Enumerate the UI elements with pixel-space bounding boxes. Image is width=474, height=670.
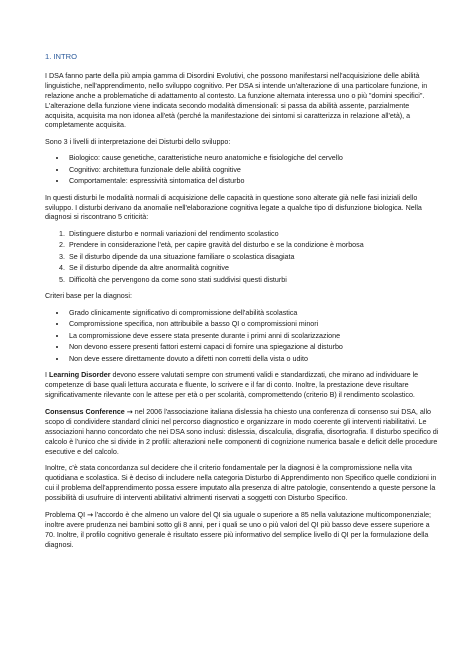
arrow-right-icon: → — [126, 407, 133, 417]
list-item: • Compromissione specifica, non attribuibile a basso QI o compromissioni minori — [67, 320, 440, 330]
qi-paragraph — [45, 510, 440, 551]
list-item: • Non deve essere direttamente dovuto a difetti non corretti della vista o udito — [67, 355, 440, 365]
criteri-paragraph: Criteri base per la diagnosi: — [45, 292, 132, 301]
bold-term: Consensus Conference — [45, 408, 125, 417]
list-item: 3. Se il disturbo dipende da una situazione familiare o scolastica disagiata — [67, 253, 440, 263]
disturbi-paragraph: In questi disturbi le modalità normali di acquisizione delle capacità in questione sono alterate già nelle fasi iniziali dello sviluppo. I disturbi derivano da anomalie nell'elaborazione cognitiva legate a qualche tipo di disfunzione biologica. Nella diagnosi si riscontrano 5 criticità: — [45, 193, 422, 222]
criteri-list — [45, 309, 440, 365]
levels-list — [45, 154, 440, 187]
list-item: 2. Prendere in considerazione l'età, per capire gravità del disturbo e se la condizione è morbosa — [67, 241, 440, 251]
consensus-paragraph — [45, 407, 440, 458]
list-item: 4. Se il disturbo dipende da altre anormalità cognitive — [67, 264, 440, 274]
levels-paragraph: Sono 3 i livelli di interpretazione dei Disturbi dello sviluppo: — [45, 137, 231, 146]
list-item: • Biologico: cause genetiche, caratteristiche neuro anatomiche e fisiologiche del cervello — [67, 154, 440, 164]
criticita-list — [45, 230, 440, 286]
paragraph-prefix: I — [45, 371, 49, 380]
list-item: 1. Distinguere disturbo e normali variazioni del rendimento scolastico — [67, 230, 440, 240]
list-item: • La compromissione deve essere stata presente durante i primi anni di scolarizzazione — [67, 332, 440, 342]
paragraph-text: nel 2006 l'associazione italiana dislessia ha chiesto una conferenza di consenso sui DSA, allo scopo di condividere standard clinici nel percorso diagnostico e organizzare in modo coerente gli interventi riabilitativi. Le associazioni hanno concordato che nei DSA sono inclusi: dislessia, discalculia, disgrafia, disortografia. Il disturbo specifico di calcolo è l'unico che si divide in 2 profili: alterazioni nelle componenti di cognizione numerica basale e deficit delle procedure esecutive e del calcolo. — [45, 408, 439, 456]
list-item: • Non devono essere presenti fattori esterni capaci di fornire una spiegazione al disturbo — [67, 343, 440, 353]
intro-paragraph: I DSA fanno parte della più ampia gamma di Disordini Evolutivi, che possono manifestarsi nell'acquisizione delle abilità linguistiche, nell'apprendimento, nello sviluppo cognitivo. Per DSA si intende un'alterazione di una particolare funzione, in relazione anche a problematiche di adattamento al contesto. La funzione alternata interessa uno o più "domini specifici". L'alterazione della funzione viene indicata secondo modalità dimensionali: si passa da abilità assente, parzialmente acquisita, acquisita ma non idonea all'età (perché la manifestazione dei sintomi si caratterizza in relazione all'età), a completamente acquisita. — [45, 71, 428, 130]
learning-disorder-paragraph — [45, 371, 440, 401]
paragraph-text: devono essere valutati sempre con strumenti validi e standardizzati, che mirano ad individuare le competenze di base quali lettura accurata e fluente, lo scrivere e il far di conto. Inoltre, la prestazione deve risultare significativamente rilevante con le attese per età o per scolarità, compromettendo (criterio B) il rendimento scolastico. — [45, 371, 419, 399]
concordanza-paragraph: Inoltre, c'è stata concordanza sul decidere che il criterio fondamentale per la diagnosi è la compromissione nella vita quotidiana e scolastica. Si è deciso di includere nella categoria Disturbo di Apprendimento non Specifico quelle condizioni in cui il problema dell'apprendimento possa essere imputato alla presenza di altre patologie, consentendo a queste persone la possibilità di usufruire di interventi abilitativi altrimenti riservati a soggetti con Disturbo Specifico. — [45, 464, 437, 503]
list-item: • Grado clinicamente significativo di compromissione dell'abilità scolastica — [67, 309, 440, 319]
arrow-right-icon: → — [87, 510, 94, 520]
paragraph-text: l'accordo è che almeno un valore del QI sia uguale o superiore a 85 nella valutazione multicomponenziale; inoltre avere prudenza nei bambini sotto gli 8 anni, per i quali se uno o più valori del QI più basso deve essere superiore a 70. Inoltre, il profilo cognitivo generale è risultato essere più informativo del semplice livello di QI per la formulazione della diagnosi. — [45, 511, 432, 550]
section-heading: 1. INTRO — [45, 52, 78, 61]
bold-term: Learning Disorder — [48, 371, 111, 380]
paragraph-prefix: Problema QI — [45, 511, 88, 520]
list-item: • Cognitivo: architettura funzionale delle abilità cognitive — [67, 166, 440, 176]
list-item: 5. Difficoltà che pervengono da come sono stati suddivisi questi disturbi — [67, 276, 440, 286]
list-item: • Comportamentale: espressività sintomatica del disturbo — [67, 177, 440, 187]
